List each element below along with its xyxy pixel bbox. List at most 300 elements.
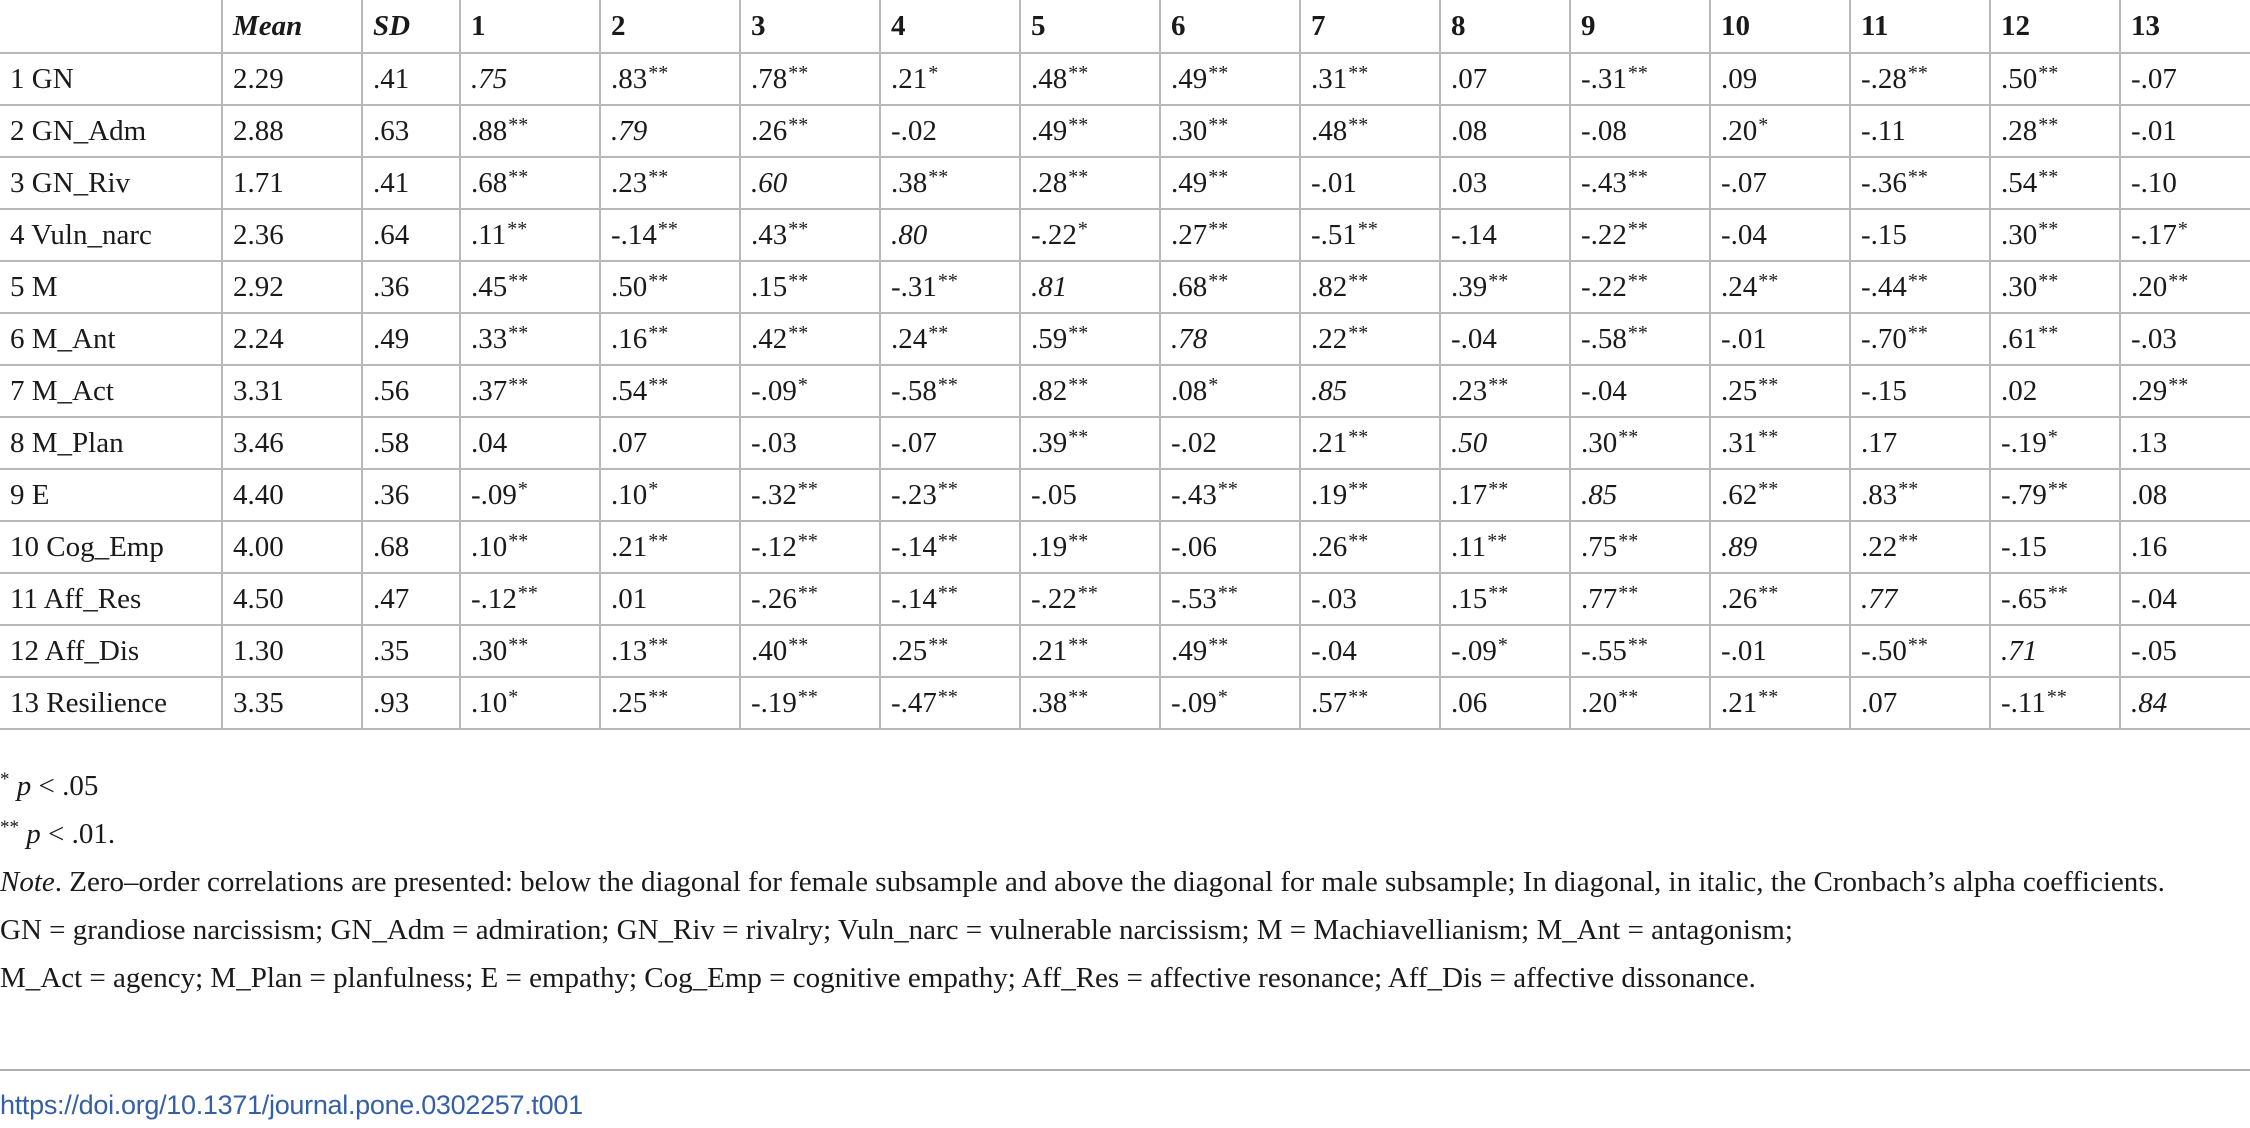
correlation-cell <box>1710 521 1850 573</box>
correlation-cell <box>2120 469 2250 521</box>
mean-cell <box>222 365 362 417</box>
significance-marker: ** <box>648 61 669 84</box>
row-label <box>0 209 222 261</box>
correlation-cell <box>460 365 600 417</box>
correlation-cell-value: -.12 <box>751 530 797 563</box>
correlation-cell <box>600 469 740 521</box>
correlation-cell <box>1020 261 1160 313</box>
correlation-cell-value: .37 <box>471 374 508 407</box>
significance-marker: ** <box>648 373 669 396</box>
row-label <box>0 573 222 625</box>
correlation-cell <box>880 573 1020 625</box>
header-col-3: 3 <box>740 0 880 53</box>
correlation-cell <box>1850 365 1990 417</box>
significance-marker: * <box>1497 633 1508 656</box>
correlation-cell-value: .25 <box>891 634 928 667</box>
correlation-cell <box>1300 365 1440 417</box>
correlation-cell <box>1160 313 1300 365</box>
correlation-cell-value: .61 <box>2001 322 2038 355</box>
significance-marker: * <box>928 61 939 84</box>
correlation-cell-value: .79 <box>611 114 648 147</box>
significance-marker: ** <box>1487 529 1508 552</box>
correlation-cell-value: .75 <box>471 62 508 95</box>
correlation-cell-value: .08 <box>1171 374 1208 407</box>
row-label <box>0 625 222 677</box>
correlation-cell <box>740 625 880 677</box>
significance-marker: ** <box>1348 269 1369 292</box>
significance-marker: ** <box>1217 581 1238 604</box>
correlation-cell-value: .08 <box>2131 478 2168 511</box>
correlation-cell <box>2120 105 2250 157</box>
significance-marker: ** <box>508 633 529 656</box>
significance-marker: ** <box>1208 165 1229 188</box>
correlation-cell <box>1440 573 1570 625</box>
correlation-cell <box>1440 313 1570 365</box>
correlation-cell <box>1570 157 1710 209</box>
correlation-cell <box>1990 521 2120 573</box>
correlation-cell <box>1850 469 1990 521</box>
sd-cell-value: .36 <box>373 478 410 511</box>
significance-marker: ** <box>1907 61 1928 84</box>
correlation-cell-value: -.19 <box>751 686 797 719</box>
header-col-12: 12 <box>1990 0 2120 53</box>
correlation-cell <box>1990 157 2120 209</box>
row-label <box>0 157 222 209</box>
significance-marker: ** <box>1618 425 1639 448</box>
p-symbol: p <box>16 770 32 802</box>
correlation-cell-value: -.09 <box>1171 686 1217 719</box>
correlation-cell-value: .11 <box>471 218 507 251</box>
correlation-cell-value: .45 <box>471 270 508 303</box>
correlation-cell-value: .30 <box>471 634 508 667</box>
correlation-cell <box>1440 209 1570 261</box>
correlation-cell <box>460 521 600 573</box>
correlation-cell <box>460 677 600 729</box>
significance-marker: ** <box>1758 685 1779 708</box>
correlation-cell-value: .71 <box>2001 634 2038 667</box>
table-row <box>0 105 2250 157</box>
row-label-value: 13 Resilience <box>10 686 168 719</box>
correlation-cell <box>1990 313 2120 365</box>
significance-marker: ** <box>937 269 958 292</box>
correlation-cell <box>880 313 1020 365</box>
note-text: . Zero–order correlations are presented: below the diagonal for female subsample and above the diagonal for male subsample; In diagonal, in italic, the Cronbach’s alpha coefficients. <box>54 866 2165 898</box>
correlation-cell-value: -.22 <box>1581 218 1627 251</box>
correlation-cell <box>740 365 880 417</box>
sd-cell <box>362 521 460 573</box>
significance-marker: ** <box>517 581 538 604</box>
sd-cell-value: .58 <box>373 426 410 459</box>
correlation-cell <box>1160 105 1300 157</box>
correlation-cell <box>1440 469 1570 521</box>
significance-marker: ** <box>1068 685 1089 708</box>
correlation-cell-value: .23 <box>611 166 648 199</box>
correlation-cell-value: -.26 <box>751 582 797 615</box>
significance-marker: ** <box>2038 321 2059 344</box>
mean-cell-value: 3.35 <box>233 686 284 719</box>
correlation-cell <box>1850 261 1990 313</box>
doi-link[interactable]: https://doi.org/10.1371/journal.pone.0302257.t001 <box>0 1090 583 1120</box>
correlation-cell-value: .57 <box>1311 686 1348 719</box>
correlation-cell-value: -.43 <box>1581 166 1627 199</box>
correlation-cell-value: -.55 <box>1581 634 1627 667</box>
correlation-cell-value: .85 <box>1581 478 1618 511</box>
correlation-cell <box>2120 573 2250 625</box>
correlation-cell <box>1300 469 1440 521</box>
significance-marker: ** <box>1618 581 1639 604</box>
significance-marker: * <box>1208 373 1219 396</box>
correlation-cell-value: .19 <box>1031 530 1068 563</box>
footnote-p01 <box>0 810 2250 858</box>
correlation-cell <box>880 209 1020 261</box>
correlation-cell <box>1300 209 1440 261</box>
significance-marker: * <box>1077 217 1088 240</box>
sd-cell-value: .35 <box>373 634 410 667</box>
correlation-cell <box>1990 261 2120 313</box>
correlation-cell <box>1710 53 1850 105</box>
significance-marker: ** <box>1618 529 1639 552</box>
correlation-cell-value: -.01 <box>1721 322 1767 355</box>
correlation-cell-value: .40 <box>751 634 788 667</box>
correlation-cell <box>1710 105 1850 157</box>
correlation-cell-value: .75 <box>1581 530 1618 563</box>
correlation-cell <box>1710 261 1850 313</box>
correlation-cell <box>600 677 740 729</box>
correlation-cell <box>2120 53 2250 105</box>
table-header-row <box>0 0 2250 53</box>
correlation-cell-value: -.43 <box>1171 478 1217 511</box>
correlation-cell <box>740 261 880 313</box>
significance-marker: ** <box>648 529 669 552</box>
table-row <box>0 313 2250 365</box>
sd-cell <box>362 417 460 469</box>
correlation-cell-value: .78 <box>751 62 788 95</box>
correlation-cell-value: .50 <box>2001 62 2038 95</box>
significance-marker: ** <box>1068 529 1089 552</box>
significance-marker: * <box>517 477 528 500</box>
correlation-cell-value: -.32 <box>751 478 797 511</box>
correlation-cell-value: .62 <box>1721 478 1758 511</box>
correlation-cell-value: -.07 <box>2131 62 2177 95</box>
significance-marker: ** <box>928 165 949 188</box>
correlation-cell <box>600 521 740 573</box>
significance-marker: ** <box>1898 529 1919 552</box>
mean-cell <box>222 313 362 365</box>
significance-marker: ** <box>1627 269 1648 292</box>
footnote-marker: ** <box>0 817 19 838</box>
correlation-cell <box>1440 105 1570 157</box>
correlation-cell-value: -.15 <box>1861 218 1907 251</box>
significance-marker: * <box>2177 217 2188 240</box>
correlation-cell <box>1850 209 1990 261</box>
correlation-cell-value: -.22 <box>1031 218 1077 251</box>
correlation-cell <box>1440 677 1570 729</box>
correlation-cell-value: -.03 <box>1311 582 1357 615</box>
row-label <box>0 417 222 469</box>
significance-marker: ** <box>1488 373 1509 396</box>
correlation-cell <box>1570 573 1710 625</box>
correlation-cell <box>1710 157 1850 209</box>
correlation-cell-value: .26 <box>1721 582 1758 615</box>
mean-cell-value: 2.92 <box>233 270 284 303</box>
correlation-cell-value: .68 <box>1171 270 1208 303</box>
correlation-cell-value: -.31 <box>891 270 937 303</box>
correlation-cell-value: .03 <box>1451 166 1488 199</box>
row-label-value: 11 Aff_Res <box>10 582 142 615</box>
correlation-cell <box>740 53 880 105</box>
correlation-cell <box>1850 53 1990 105</box>
correlation-cell <box>1020 105 1160 157</box>
correlation-cell <box>2120 261 2250 313</box>
significance-marker: ** <box>797 529 818 552</box>
correlation-cell <box>460 469 600 521</box>
correlation-cell <box>1710 625 1850 677</box>
correlation-cell-value: .30 <box>2001 270 2038 303</box>
header-variable <box>0 0 222 53</box>
row-label-value: 10 Cog_Emp <box>10 530 164 563</box>
correlation-cell <box>880 105 1020 157</box>
correlation-cell-value: .77 <box>1581 582 1618 615</box>
correlation-cell <box>1020 417 1160 469</box>
correlation-cell-value: .48 <box>1311 114 1348 147</box>
correlation-cell <box>600 53 740 105</box>
correlation-cell-value: .68 <box>471 166 508 199</box>
correlation-cell <box>460 417 600 469</box>
correlation-cell <box>880 469 1020 521</box>
significance-marker: ** <box>1907 633 1928 656</box>
footnote-abbreviations-2: M_Act = agency; M_Plan = planfulness; E = empathy; Cog_Emp = cognitive empathy; Aff_Res = affective resonance; Aff_Dis = affective dissonance. <box>0 962 1756 994</box>
correlation-cell <box>600 261 740 313</box>
correlation-cell <box>1020 677 1160 729</box>
significance-marker: ** <box>648 269 669 292</box>
significance-marker: ** <box>1758 581 1779 604</box>
table-footnotes <box>0 762 2250 1002</box>
correlation-cell <box>2120 209 2250 261</box>
correlation-cell <box>880 417 1020 469</box>
row-label <box>0 313 222 365</box>
footnote-marker: * <box>0 769 10 790</box>
significance-marker: ** <box>937 477 958 500</box>
correlation-cell <box>1570 261 1710 313</box>
significance-marker: ** <box>1758 477 1779 500</box>
correlation-cell-value: -.51 <box>1311 218 1357 251</box>
correlation-cell-value: .50 <box>611 270 648 303</box>
significance-marker: ** <box>937 685 958 708</box>
significance-marker: ** <box>2168 269 2189 292</box>
significance-marker: ** <box>1068 321 1089 344</box>
correlation-cell <box>1160 53 1300 105</box>
significance-marker: ** <box>2038 61 2059 84</box>
p-symbol: p <box>26 818 41 850</box>
correlation-cell-value: .54 <box>611 374 648 407</box>
correlation-cell <box>1160 573 1300 625</box>
correlation-cell-value: .24 <box>1721 270 1758 303</box>
correlation-cell <box>740 521 880 573</box>
correlation-cell-value: .33 <box>471 322 508 355</box>
correlation-cell-value: -.12 <box>471 582 517 615</box>
correlation-cell-value: -.03 <box>751 426 797 459</box>
correlation-cell <box>1300 625 1440 677</box>
sd-cell <box>362 469 460 521</box>
table-row <box>0 469 2250 521</box>
correlation-cell-value: .38 <box>891 166 928 199</box>
correlation-cell-value: -.14 <box>1451 218 1497 251</box>
correlation-cell <box>1020 157 1160 209</box>
correlation-cell <box>1300 105 1440 157</box>
significance-marker: ** <box>508 373 529 396</box>
significance-marker: ** <box>1488 269 1509 292</box>
sd-cell <box>362 209 460 261</box>
significance-marker: ** <box>648 165 669 188</box>
significance-marker: ** <box>648 633 669 656</box>
correlation-cell <box>1990 469 2120 521</box>
correlation-cell <box>880 53 1020 105</box>
correlation-cell <box>460 625 600 677</box>
significance-marker: ** <box>788 269 809 292</box>
significance-marker: * <box>508 685 519 708</box>
mean-cell-value: 1.30 <box>233 634 284 667</box>
significance-marker: ** <box>1208 269 1229 292</box>
correlation-cell-value: .49 <box>1171 634 1208 667</box>
sd-cell-value: .93 <box>373 686 410 719</box>
correlation-cell <box>1850 313 1990 365</box>
correlation-cell <box>1300 313 1440 365</box>
correlation-cell-value: .39 <box>1031 426 1068 459</box>
correlation-cell-value: .88 <box>471 114 508 147</box>
sd-cell-value: .47 <box>373 582 410 615</box>
correlation-cell-value: .20 <box>1721 114 1758 147</box>
row-label <box>0 261 222 313</box>
sd-cell-value: .64 <box>373 218 410 251</box>
header-col-13: 13 <box>2120 0 2250 53</box>
table-body <box>0 53 2250 729</box>
correlation-cell <box>1710 313 1850 365</box>
mean-cell-value: 4.00 <box>233 530 284 563</box>
correlation-cell-value: -.11 <box>2001 686 2046 719</box>
header-col-1: 1 <box>460 0 600 53</box>
correlation-cell-value: -.01 <box>1721 634 1767 667</box>
row-label-value: 9 E <box>10 478 50 511</box>
correlation-cell-value: -.01 <box>1311 166 1357 199</box>
significance-marker: ** <box>2047 477 2068 500</box>
significance-marker: ** <box>1068 165 1089 188</box>
correlation-cell-value: -.04 <box>1721 218 1767 251</box>
correlation-cell <box>1020 469 1160 521</box>
mean-cell-value: 3.46 <box>233 426 284 459</box>
significance-marker: ** <box>508 165 529 188</box>
correlation-cell <box>600 417 740 469</box>
correlation-cell-value: .01 <box>611 582 648 615</box>
significance-marker: ** <box>657 217 678 240</box>
correlation-cell <box>1160 365 1300 417</box>
significance-marker: ** <box>1217 477 1238 500</box>
correlation-cell-value: .31 <box>1721 426 1758 459</box>
row-label-value: 6 M_Ant <box>10 322 116 355</box>
significance-marker: ** <box>1627 165 1648 188</box>
correlation-cell-value: -.02 <box>891 114 937 147</box>
row-label-value: 4 Vuln_narc <box>10 218 152 251</box>
significance-marker: ** <box>1907 321 1928 344</box>
correlation-cell-value: -.44 <box>1861 270 1907 303</box>
significance-marker: ** <box>2168 373 2189 396</box>
correlation-cell-value: .17 <box>1451 478 1488 511</box>
table-row <box>0 261 2250 313</box>
correlation-cell-value: .78 <box>1171 322 1208 355</box>
significance-marker: ** <box>1348 425 1369 448</box>
significance-marker: ** <box>1208 113 1229 136</box>
correlation-cell-value: .29 <box>2131 374 2168 407</box>
correlation-cell-value: -.36 <box>1861 166 1907 199</box>
correlation-cell-value: -.01 <box>2131 114 2177 147</box>
correlation-cell <box>1440 521 1570 573</box>
correlation-cell <box>1300 157 1440 209</box>
correlation-cell-value: .30 <box>1581 426 1618 459</box>
correlation-cell <box>1990 209 2120 261</box>
correlation-cell-value: .19 <box>1311 478 1348 511</box>
row-label-value: 3 GN_Riv <box>10 166 131 199</box>
correlation-cell <box>1440 625 1570 677</box>
correlation-cell-value: -.22 <box>1031 582 1077 615</box>
correlation-cell-value: -.23 <box>891 478 937 511</box>
correlation-cell <box>740 417 880 469</box>
correlation-cell <box>1850 573 1990 625</box>
correlation-cell <box>1440 157 1570 209</box>
correlation-cell <box>880 261 1020 313</box>
mean-cell-value: 3.31 <box>233 374 284 407</box>
footer-divider <box>0 1069 2250 1071</box>
correlation-cell <box>1710 677 1850 729</box>
correlation-cell-value: .54 <box>2001 166 2038 199</box>
correlation-cell-value: .28 <box>1031 166 1068 199</box>
correlation-cell-value: .13 <box>611 634 648 667</box>
table-row <box>0 625 2250 677</box>
correlation-cell <box>1850 157 1990 209</box>
correlation-cell-value: .23 <box>1451 374 1488 407</box>
significance-marker: ** <box>1357 217 1378 240</box>
correlation-cell-value: .42 <box>751 322 788 355</box>
correlation-cell-value: .07 <box>611 426 648 459</box>
table-row <box>0 417 2250 469</box>
correlation-cell-value: .60 <box>751 166 788 199</box>
table-row <box>0 53 2250 105</box>
correlation-cell <box>1850 625 1990 677</box>
table-row <box>0 677 2250 729</box>
correlation-cell-value: .06 <box>1451 686 1488 719</box>
significance-marker: * <box>1758 113 1769 136</box>
row-label <box>0 53 222 105</box>
correlation-cell <box>1300 261 1440 313</box>
correlation-cell <box>2120 417 2250 469</box>
correlation-cell <box>1160 209 1300 261</box>
row-label-value: 7 M_Act <box>10 374 114 407</box>
significance-marker: ** <box>507 217 528 240</box>
correlation-cell-value: .07 <box>1861 686 1898 719</box>
significance-marker: ** <box>1627 321 1648 344</box>
correlation-cell <box>600 105 740 157</box>
correlation-cell-value: .08 <box>1451 114 1488 147</box>
significance-marker: ** <box>1627 217 1648 240</box>
correlation-cell-value: -.28 <box>1861 62 1907 95</box>
note-label: Note <box>0 866 55 898</box>
significance-marker: ** <box>797 581 818 604</box>
significance-marker: ** <box>1068 633 1089 656</box>
correlation-cell-value: .21 <box>1031 634 1068 667</box>
correlation-cell-value: .16 <box>2131 530 2168 563</box>
sd-cell-value: .41 <box>373 166 410 199</box>
significance-marker: ** <box>508 321 529 344</box>
mean-cell <box>222 677 362 729</box>
correlation-cell <box>460 573 600 625</box>
